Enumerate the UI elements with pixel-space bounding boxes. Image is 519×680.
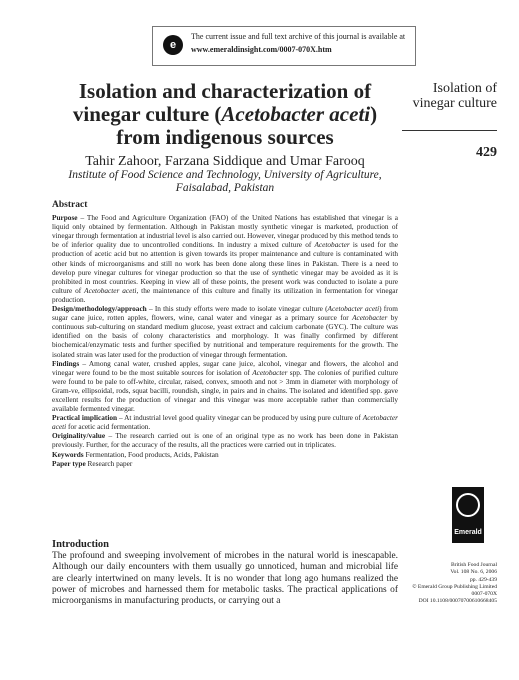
archive-notice-box	[152, 26, 416, 66]
archive-url-link[interactable]: www.emeraldinsight.com/0007-070X.htm	[191, 45, 332, 54]
citation-line: 0007-070X	[471, 591, 497, 598]
citation-line: © Emerald Group Publishing Limited	[412, 583, 497, 590]
citation-block	[402, 562, 497, 606]
citation-line: British Food Journal	[451, 562, 497, 568]
affiliation: Institute of Food Science and Technology, University of Agriculture, Faisalabad, Pakistan	[68, 169, 382, 194]
abstract-purpose: Purpose – The Food and Agriculture Organization (FAO) of the United Nations has established that vinegar is a liquid only obtained by fermentation. Although in Pakistan mostly synthetic vinegar is marketed, production of vinegar through fermentation at industrial level is also carried out. However, vinegar produced by this method tends to be of inferior quality due to uncontrolled conditions. In industry a mixed culture of Acetobacter is used for the production of acetic acid but no attention is given towards its proper maintenance and culture is contaminated with other kinds of microorganisms and still no work has been done along these lines in Pakistan. There is a need to develop pure vinegar cultures for vinegar production so that the use of synthetic vinegar may be avoided as it is prohibited in most countries. Keeping in view all of these points, the present work was conducted to isolate a pure culture of Acetobacter aceti, the maintenance of this culture and finally its utilization in fermentation for vinegar production.	[52, 213, 399, 304]
emerald-logo-icon	[452, 487, 484, 543]
page-number-rule	[402, 130, 497, 131]
emerald-e-logo-icon: e	[163, 35, 183, 55]
emerald-e-mark-icon	[456, 493, 480, 517]
introduction-heading: Introduction	[52, 539, 109, 550]
citation-line: Vol. 108 No. 6, 2006	[450, 569, 497, 576]
abstract-findings: Findings – Among canal water, crushed apples, sugar cane juice, alcohol, vinegar and flowers, the alcohol and vinegar were found to be the most suitable sources for isolation of Acetobacter spp. The colonies of purified culture were found to be pale to off-white, circular, raised, convex, smooth and not > 3mm in diameter with morphology of Gram-ve, ellipsoidal, rods, squat bacilli, roundish, single, in pairs and in chains. The isolated and identified spp. gave excellent results for the production of vinegar and this vinegar was more acceptable rather than commercially available fermented vinegar.	[52, 358, 398, 414]
citation-line: DOI 10.1108/00070700610668405	[418, 598, 497, 605]
authors: Tahir Zahoor, Farzana Siddique and Umar Farooq	[85, 154, 365, 169]
introduction-text: The profound and sweeping involvement of microbes in the natural world is inescapable. Although our daily encounters with them usually go unnoticed, human and microbial life are clearly intertwined on many levels. It is no wonder that long ago humans realized the power of microbes and harnessed them for metabolic tasks. The practical applications of microorganisms in manufacturing products, or carrying out a	[52, 551, 398, 607]
running-head: Isolation of vinegar culture	[412, 81, 497, 111]
abstract-paper-type: Paper type Research paper	[52, 458, 133, 468]
article-title: Isolation and characterization of vinegar culture (Acetobacter aceti) from indigenous sources	[72, 79, 378, 149]
abstract-heading: Abstract	[52, 200, 88, 210]
abstract-practical: Practical implication – At industrial level good quality vinegar can be produced by using pure culture of Acetobacter aceti for acetic acid fermentation.	[52, 413, 398, 432]
introduction-section	[52, 539, 398, 607]
page-number: 429	[476, 145, 497, 160]
abstract-keywords: Keywords Fermentation, Food products, Acids, Pakistan	[52, 449, 219, 459]
citation-line: pp. 429-439	[469, 576, 497, 583]
abstract-originality: Originality/value – The research carried out is one of an original type as no work has been done in Pakistan previously. Further, for the accuracy of the results, all the practices were carried out in triplicates.	[52, 431, 398, 450]
abstract-design: Design/methodology/approach – In this study efforts were made to isolate vinegar culture (Acetobacter aceti) from sugar cane juice, rotten apples, flowers, wine, canal water and vinegar as a primary source for Acetobacter by continuous sub-culturing on standard medium glucose, yeast extract and calcium carbonate (GYC). The culture was identified on the basis of colony characteristics and morphology. It was finally confirmed by different biochemical/enzymatic tests and further specified by nutritional and temperature requirements for the growth. The isolated strain was later used for the production of vinegar through fermentation.	[52, 304, 398, 359]
emerald-logo-word: Emerald	[454, 529, 482, 536]
abstract	[52, 201, 398, 468]
archive-notice-text: The current issue and full text archive of this journal is available at	[191, 32, 406, 41]
